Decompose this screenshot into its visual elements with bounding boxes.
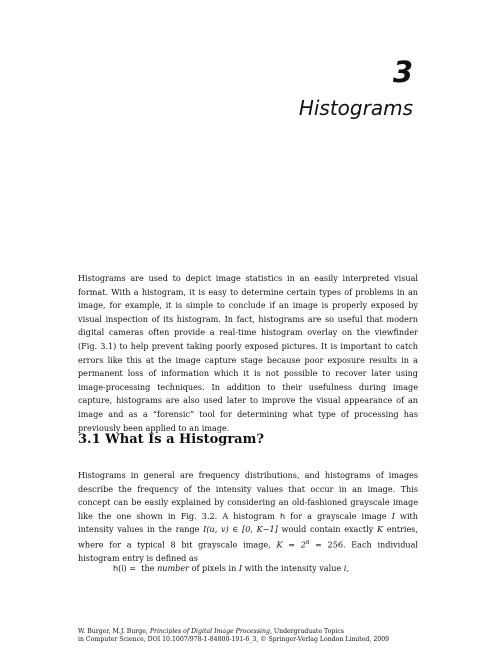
k-exponent: 8 bbox=[305, 539, 310, 546]
equation-with-intensity: with the intensity value bbox=[244, 563, 342, 573]
k-expression: K = 2 bbox=[276, 539, 306, 550]
histogram-symbol: h bbox=[280, 510, 286, 521]
equation-the: the bbox=[141, 563, 155, 573]
para-text-6: . Each individual histogram entry is defined as bbox=[78, 539, 418, 563]
equation-image-symbol: I bbox=[238, 563, 243, 573]
footnote-series: , Undergraduate Topics bbox=[269, 628, 344, 635]
footnote-book-title: Principles of Digital Image Processing bbox=[149, 628, 270, 635]
citation-footnote bbox=[78, 628, 438, 645]
footnote-line-1 bbox=[78, 628, 438, 636]
para-text-2: for a grayscale image bbox=[285, 510, 392, 521]
image-symbol: I bbox=[391, 510, 395, 521]
para-text-5: entries, where for a typical 8 bit grayscale image, bbox=[78, 524, 418, 550]
k-symbol: K bbox=[377, 524, 384, 535]
equation-index: i, bbox=[343, 563, 349, 573]
equation-number: number bbox=[157, 563, 190, 573]
section-paragraph bbox=[78, 469, 418, 565]
equation-lhs: h(i) = bbox=[113, 563, 137, 573]
k-value: = 256 bbox=[309, 539, 343, 550]
footnote-line-2: in Computer Science, DOI 10.1007/978-1-84800-191-6_3, © Springer-Verlag London Limited, 2009 bbox=[78, 636, 390, 644]
histogram-equation bbox=[113, 564, 349, 572]
chapter-title: Histograms bbox=[298, 96, 413, 120]
equation-of-pixels: of pixels in bbox=[191, 563, 237, 573]
para-text-1: Histograms in general are frequency distributions, and histograms of images describe the frequency of the intensity values that occur in an image. This concept can be easily explained by considering an old-fashioned grayscale image like the one shown in Fig. 3.2. A histogram bbox=[78, 470, 418, 521]
chapter-number: 3 bbox=[392, 55, 413, 89]
intro-paragraph: Histograms are used to depict image statistics in an easily interpreted visual format. With a histogram, it is easy to determine certain types of problems in an image, for example, it is simple to conclude if an image is properly exposed by visual inspection of its histogram. In fact, histograms are so useful that modern digital cameras often provide a real-time histogram overlay on the viewfinder (Fig. 3.1) to help prevent taking poorly exposed pictures. It is important to catch errors like this at the image capture stage because poor exposure results in a permanent loss of information which it is not possible to recover later using image-processing techniques. In addition to their usefulness during image capture, histograms are also used later to improve the visual appearance of an image and as a “forensic” tool for determining what type of processing has previously been applied to an image. bbox=[78, 273, 418, 433]
footnote-authors: W. Burger, M.J. Burge, bbox=[78, 628, 150, 635]
range-expression: I(u, v) ∈ [0, K−1] bbox=[203, 524, 278, 535]
para-text-3: with intensity values in the range bbox=[78, 510, 418, 535]
para-text-4: would contain exactly bbox=[277, 524, 378, 535]
section-heading: 3.1 What Is a Histogram? bbox=[78, 432, 264, 447]
